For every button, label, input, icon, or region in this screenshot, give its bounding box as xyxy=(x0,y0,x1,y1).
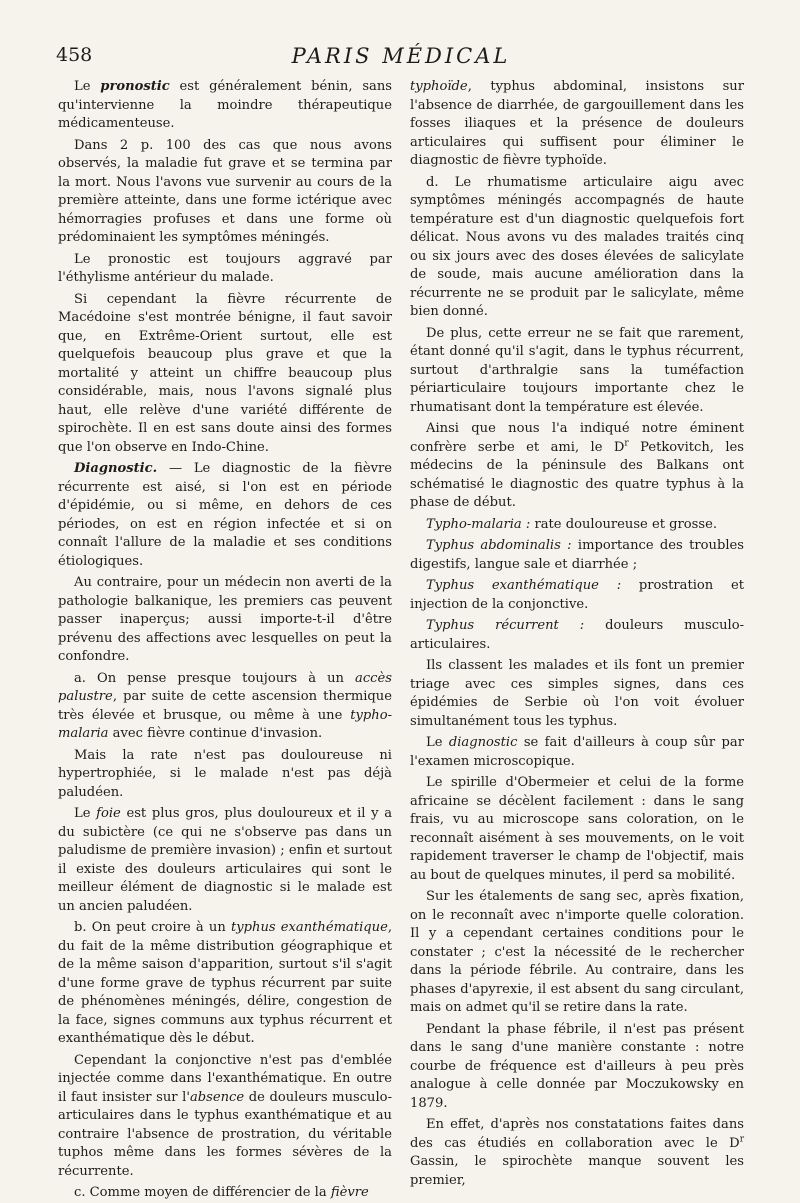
paragraph: De plus, cette erreur ne se fait que rarement, étant donné qu'il s'agit, dans le typhus récurrent, surtout d'arthralgie sans la tuméfaction périarticulaire toujours importante chez le rhumatisant dont la température est élevée. xyxy=(410,325,744,415)
page-number: 458 xyxy=(56,44,93,66)
right-column xyxy=(410,78,745,1188)
paragraph: Dans 2 p. 100 des cas que nous avons observés, la maladie fut grave et se termina par la mort. Nous l'avons vue survenir au cours de la première atteinte, dans une forme ictérique avec hémorragies profuses et dans une forme où prédominaient les symptômes méningés. xyxy=(58,137,392,245)
paragraph: Le pronostic est toujours aggravé par l'éthylisme antérieur du malade. xyxy=(58,251,392,285)
paragraph: b. On peut croire à un typhus exanthématique, du fait de la même distribution géographique et de la même saison d'apparition, surtout s'il s'agit d'une forme grave de typhus récurrent par suite de phénomènes méningés, délire, congestion de la face, signes communs aux typhus récurrent et exanthématique dès le début. xyxy=(58,920,392,1046)
paragraph: Le diagnostic se fait d'ailleurs à coup sûr par l'examen microscopique. xyxy=(410,735,744,769)
list-item-typho-malaria: Typho-malaria : rate douloureuse et grosse. xyxy=(426,516,718,532)
paragraph: En effet, d'après nos constatations faites dans des cas étudiés en collaboration avec le $D^r$ Gassin, le spirochète manque souvent les premier, xyxy=(410,1117,744,1188)
paragraph: Sur les étalements de sang sec, après fixation, on le reconnaît avec n'importe quelle coloration. Il y a cependant certaines conditions pour le constater ; c'est la nécessité de le rechercher dans la période fébrile. Au contraire, dans les phases d'apyrexie, il est absent du sang circulant, mais on admet qu'il se retire dans la rate. xyxy=(410,889,744,1015)
list-item-typhus-abdominalis: Typhus abdominalis : importance des troubles digestifs, langue sale et diarrhée ; xyxy=(410,538,744,572)
paragraph-continued: typhoïde, typhus abdominal, insistons sur l'absence de diarrhée, de gargouillement dans les fosses iliaques et la présence de douleurs articulaires qui suffisent pour éliminer le diagnostic de fièvre typhoïde. xyxy=(410,79,744,168)
left-column xyxy=(58,78,393,1200)
paragraph: Si cependant la fièvre récurrente de Macédoine s'est montrée bénigne, il faut savoir que, en Extrême-Orient surtout, elle est quelquefois beaucoup plus grave et que la mortalité y atteint un chiffre beaucoup plus considérable, mais, nous l'avons signalé plus haut, elle relève d'une variété différente de spirochète. Il en est sans doute ainsi des formes que l'on observe en Indo-Chine. xyxy=(58,291,392,455)
journal-title: PARIS MÉDICAL xyxy=(291,44,511,68)
article-body xyxy=(58,78,745,1200)
paragraph: Mais la rate n'est pas douloureuse ni hypertrophiée, si le malade n'est pas déjà paludéen. xyxy=(58,747,392,800)
paragraph: d. Le rhumatisme articulaire aigu avec symptômes méningés accompagnés de haute température est d'un diagnostic quelquefois fort délicat. Nous avons vu des malades traités cinq ou six jours avec des doses élevées de salicylate de soude, mais aucune amélioration dans la récurrente ne se produit par le salicylate, même bien donné. xyxy=(410,174,744,319)
paragraph: a. On pense presque toujours à un accès palustre, par suite de cette ascension thermique très élevée et brusque, ou même à une typho-malaria avec fièvre continue d'invasion. xyxy=(58,670,392,741)
paragraph: Ainsi que nous l'a indiqué notre éminent confrère serbe et ami, le $D^r$ Petkovitch, les médecins de la péninsule des Balkans ont schématisé le diagnostic des quatre typhus à la phase de début. xyxy=(410,421,745,510)
paragraph: Pendant la phase fébrile, il n'est pas présent dans le sang d'une manière constante : notre courbe de fréquence est d'ailleurs à peu près analogue à celle donnée par Moczukowsky en 1879. xyxy=(410,1021,744,1111)
term-pronostic: pronostic xyxy=(100,79,170,94)
paragraph-diagnostic: Diagnostic. — Le diagnostic de la fièvre récurrente est aisé, si l'on est en période d'épidémie, ou si même, en dehors de ces périodes, on est en région infectée et si on connaît l'allure de la maladie et ses conditions étiologiques. xyxy=(58,461,392,569)
paragraph: Le spirille d'Obermeier et celui de la forme africaine se décèlent facilement : dans le sang frais, vu au microscope sans coloration, on le reconnaît aisément à ses mouvements, on le voit rapidement traverser le champ de l'objectif, mais au bout de quelques minutes, il perd sa mobilité. xyxy=(410,775,744,883)
paragraph-pronostic: Le pronostic est généralement bénin, sans qu'intervienne la moindre thérapeutique médicamenteuse. xyxy=(58,79,393,131)
list-item-typhus-exanthematique: Typhus exanthématique : prostration et injection de la conjonctive. xyxy=(410,578,744,612)
list-item-typhus-recurrent: Typhus récurrent : douleurs musculo-articulaires. xyxy=(410,618,744,652)
paragraph: Le foie est plus gros, plus douloureux et il y a du subictère (ce qui ne s'observe pas dans un paludisme de première invasion) ; enfin et surtout il existe des douleurs articulaires qui sont le meilleur élément de diagnostic si le malade est un ancien paludéen. xyxy=(58,806,393,914)
paragraph: c. Comme moyen de différencier de la fièvre xyxy=(74,1185,369,1200)
paragraph: Ils classent les malades et ils font un premier triage avec ces simples signes, dans ces épidémies de Serbie où l'on voit évoluer simultanément tous les typhus. xyxy=(410,658,744,729)
section-heading-diagnostic: Diagnostic. xyxy=(74,461,158,476)
paragraph: Au contraire, pour un médecin non averti de la pathologie balkanique, les premiers cas peuvent passer inaperçus; aussi importe-t-il d'être prévenu des affections avec lesquelles on peut la confondre. xyxy=(58,575,392,664)
paragraph: Cependant la conjonctive n'est pas d'emblée injectée comme dans l'exanthématique. En outre il faut insister sur l'absence de douleurs musculo-articulaires dans le typhus exanthématique et au contraire l'absence de prostration, du véritable tuphos même dans les formes sévères de la récurrente. xyxy=(58,1052,392,1179)
page-header xyxy=(56,44,746,74)
